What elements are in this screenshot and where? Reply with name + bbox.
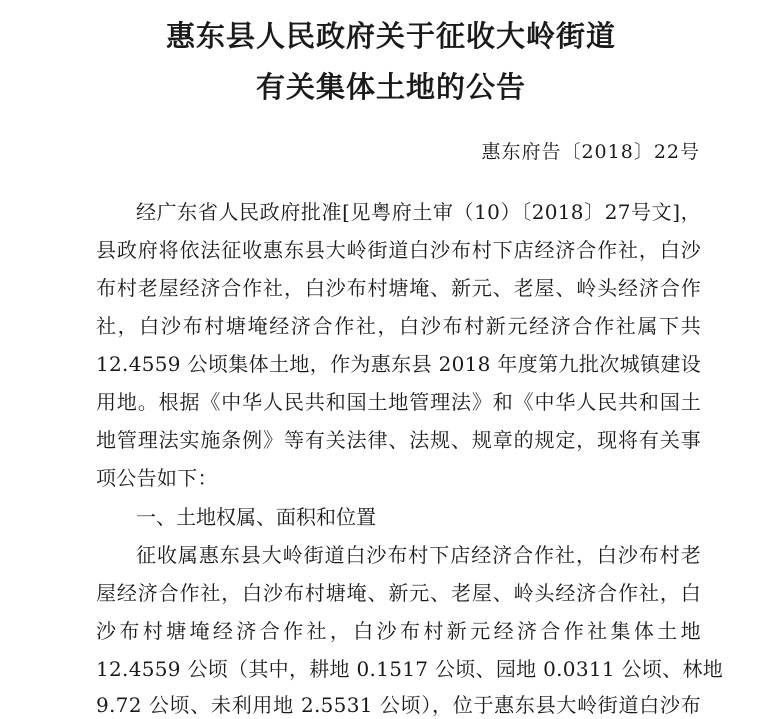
paragraph-2-line: 征收属惠东县大岭街道白沙布村下店经济合作社，白沙布村老 [136, 543, 701, 567]
paragraph-1-line: 项公告如下： [96, 466, 218, 490]
paragraph-2-line: 沙布村塘埯经济合作社，白沙布村新元经济合作社集体土地 [96, 619, 701, 643]
section-heading: 一、土地权属、面积和位置 [136, 505, 376, 529]
document-title-line-1: 惠东县人民政府关于征收大岭街道 [165, 19, 616, 53]
paragraph-1-line: 社，白沙布村塘埯经济合作社，白沙布村新元经济合作社属下共 [96, 314, 701, 338]
paragraph-1-line: 经广东省人民政府批准[见粤府土审（10）〔2018〕27号文]， [136, 200, 701, 224]
document-number: 惠东府告〔2018〕22号 [481, 141, 700, 163]
paragraph-1-line: 地管理法实施条例》等有关法律、法规、规章的规定，现将有关事 [96, 428, 701, 452]
paragraph-1-line: 县政府将依法征收惠东县大岭街道白沙布村下店经济合作社，白沙 [96, 238, 701, 262]
paragraph-2-line: 9.72 公顷、未利用地 2.5531 公顷），位于惠东县大岭街道白沙布 [96, 693, 701, 717]
paragraph-1-line: 布村老屋经济合作社，白沙布村塘埯、新元、老屋、岭头经济合作 [96, 276, 701, 300]
paragraph-2-line: 屋经济合作社，白沙布村塘埯、新元、老屋、岭头经济合作社，白 [96, 581, 701, 605]
paragraph-2-line: 12.4559 公顷（其中，耕地 0.1517 公顷、园地 0.0311 公顷、林地 [96, 657, 724, 681]
paragraph-1-line: 用地。根据《中华人民共和国土地管理法》和《中华人民共和国土 [96, 390, 701, 414]
paragraph-1-line: 12.4559 公顷集体土地，作为惠东县 2018 年度第九批次城镇建设 [96, 352, 701, 376]
document-title-line-2: 有关集体土地的公告 [255, 70, 526, 104]
